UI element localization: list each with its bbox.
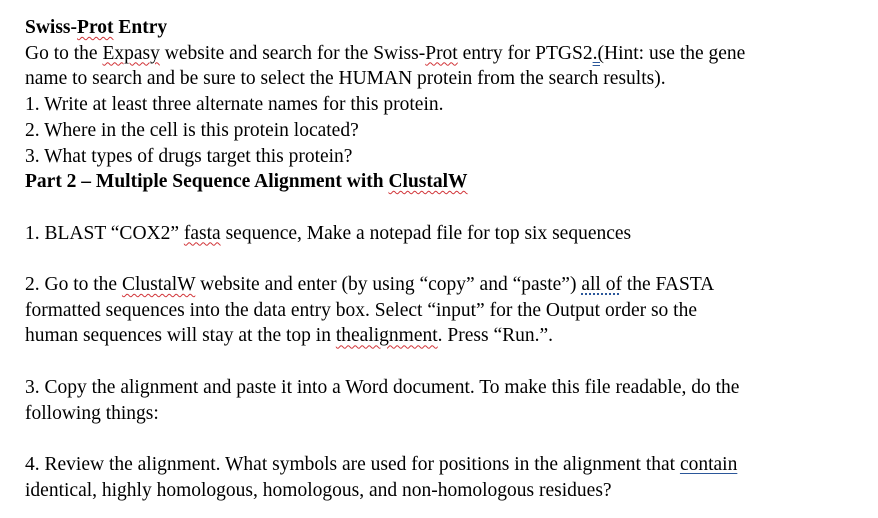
- question-2: 2. Where in the cell is this protein located?: [25, 119, 359, 141]
- step-2-line-1: [25, 272, 870, 298]
- prot-word: Prot: [425, 42, 458, 64]
- step-4-line-2: identical, highly homologous, homologous, and non-homologous residues?: [25, 479, 612, 501]
- fasta-word: fasta: [183, 222, 221, 244]
- section-title-part2: [25, 169, 870, 195]
- punctuation-mark: .(: [592, 42, 604, 64]
- text-run: human sequences will stay at the top in: [25, 325, 336, 347]
- question-1: 1. Write at least three alternate names for this protein.: [25, 94, 444, 116]
- instruction-line-1: [25, 41, 870, 67]
- step-3-line-2: following things:: [25, 402, 159, 424]
- text-run: sequence, Make a notepad file for top six sequences: [220, 222, 632, 244]
- section-title-swissprot: [25, 15, 870, 41]
- text-run: 2. Go to the: [25, 274, 122, 295]
- blank-line: [25, 246, 870, 272]
- title-part-prot: Prot: [77, 17, 114, 38]
- text-run: website and enter (by using “copy” and “paste”): [195, 274, 582, 295]
- clustalw-word: ClustalW: [121, 274, 196, 295]
- step-3-line-1: 3. Copy the alignment and paste it into a Word document. To make this file readable, do the: [25, 376, 740, 398]
- title-part: Swiss-: [25, 17, 78, 38]
- document-page: [25, 15, 870, 503]
- instruction-line-2: name to search and be sure to select the HUMAN protein from the search results).: [25, 68, 666, 90]
- text-run: 1. BLAST “COX2”: [25, 222, 184, 244]
- step-4-line-1: [25, 452, 870, 478]
- thealignment-word: thealignment: [335, 325, 438, 347]
- clustalw-word: ClustalW: [388, 171, 468, 193]
- title-part: Entry: [113, 17, 168, 38]
- blank-line: [25, 426, 870, 452]
- text-run: entry for PTGS2: [457, 42, 593, 64]
- blank-line: [25, 195, 870, 221]
- contain-word: contain: [679, 453, 738, 475]
- text-run: website and search for the Swiss-: [159, 42, 426, 64]
- text-run: 4. Review the alignment. What symbols are used for positions in the alignment that: [25, 453, 680, 475]
- step-2-line-3: [25, 323, 870, 349]
- title-part: Part 2 – Multiple Sequence Alignment with: [25, 171, 389, 193]
- text-run: Hint: use the gene: [603, 42, 746, 64]
- blank-line: [25, 349, 870, 375]
- step-1: [25, 221, 870, 247]
- text-run: . Press “Run.”.: [437, 325, 554, 347]
- text-run: the FASTA: [621, 274, 715, 295]
- all-of-phrase: all of: [581, 274, 622, 295]
- expasy-word: Expasy: [102, 42, 160, 64]
- text-run: Go to the: [25, 42, 103, 64]
- question-3: 3. What types of drugs target this protein?: [25, 145, 353, 167]
- step-2-line-2: formatted sequences into the data entry box. Select “input” for the Output order so the: [25, 299, 697, 321]
